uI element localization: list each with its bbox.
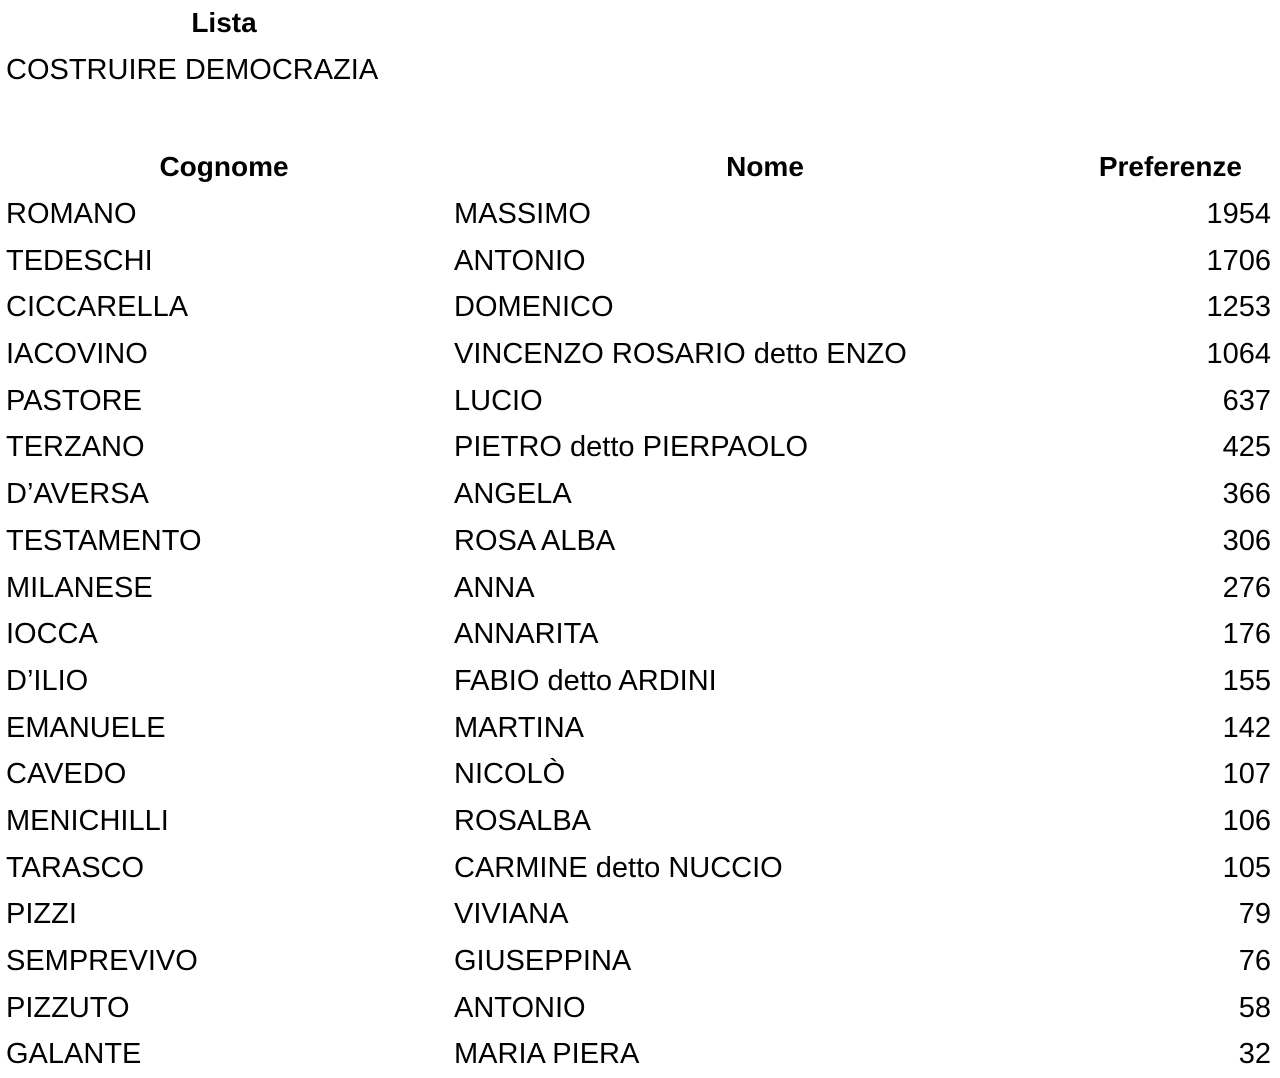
cell-preferenze: 58 — [1238, 991, 1271, 1024]
cell-preferenze: 106 — [1222, 804, 1271, 837]
cell-nome: ANNA — [454, 571, 535, 604]
cell-cognome: D’AVERSA — [6, 478, 149, 511]
cell-cognome: TARASCO — [6, 851, 145, 884]
cell-nome: ANGELA — [454, 478, 572, 511]
list-name: COSTRUIRE DEMOCRAZIA — [6, 54, 379, 86]
table-row — [0, 611, 1280, 658]
cell-cognome: PASTORE — [6, 384, 142, 417]
cell-cognome: D’ILIO — [6, 664, 89, 697]
cell-cognome: CAVEDO — [6, 758, 127, 791]
cell-cognome: MENICHILLI — [6, 804, 169, 837]
cell-cognome: GALANTE — [6, 1038, 142, 1071]
cell-nome: NICOLÒ — [454, 758, 566, 791]
cell-nome: VIVIANA — [454, 898, 569, 931]
cell-nome: PIETRO detto PIERPAOLO — [454, 431, 809, 464]
table-row — [0, 1031, 1280, 1078]
cell-preferenze: 32 — [1238, 1038, 1271, 1071]
cell-preferenze: 105 — [1222, 851, 1271, 884]
cell-cognome: EMANUELE — [6, 711, 166, 744]
cell-nome: CARMINE detto NUCCIO — [454, 851, 783, 884]
list-label: Lista — [191, 7, 257, 38]
table-row — [0, 938, 1280, 985]
cell-cognome: SEMPREVIVO — [6, 945, 198, 978]
cell-cognome: IOCCA — [6, 618, 98, 651]
cell-preferenze: 425 — [1222, 431, 1271, 464]
table-row — [0, 284, 1280, 331]
table-row — [0, 191, 1280, 238]
table-row — [0, 564, 1280, 611]
cell-cognome: IACOVINO — [6, 338, 148, 371]
cell-nome: FABIO detto ARDINI — [454, 664, 717, 697]
table-row — [0, 237, 1280, 284]
cell-cognome: TEDESCHI — [6, 244, 153, 277]
cell-preferenze: 1954 — [1206, 198, 1271, 231]
cell-preferenze: 276 — [1222, 571, 1271, 604]
cell-nome: ROSA ALBA — [454, 524, 616, 557]
table-row — [0, 377, 1280, 424]
table-row — [0, 798, 1280, 845]
table-body — [0, 191, 1280, 1078]
table-row — [0, 891, 1280, 938]
cell-preferenze: 637 — [1222, 384, 1271, 417]
table-row — [0, 844, 1280, 891]
cell-preferenze: 1253 — [1206, 291, 1271, 324]
cell-preferenze: 176 — [1222, 618, 1271, 651]
table-row — [0, 984, 1280, 1031]
table-header-row — [0, 144, 1280, 191]
cell-cognome: TERZANO — [6, 431, 145, 464]
cell-preferenze: 107 — [1222, 758, 1271, 791]
cell-preferenze: 76 — [1238, 945, 1271, 978]
cell-preferenze: 142 — [1222, 711, 1271, 744]
cell-cognome: TESTAMENTO — [6, 524, 202, 557]
cell-nome: ANTONIO — [454, 991, 586, 1024]
table-row — [0, 518, 1280, 565]
table-row — [0, 424, 1280, 471]
cell-cognome: PIZZUTO — [6, 991, 130, 1024]
cell-nome: ROSALBA — [454, 804, 591, 837]
cell-nome: VINCENZO ROSARIO detto ENZO — [454, 338, 907, 371]
cell-preferenze: 1064 — [1206, 338, 1271, 371]
results-table — [0, 144, 1280, 1078]
table-row — [0, 704, 1280, 751]
table-row — [0, 751, 1280, 798]
cell-nome: ANTONIO — [454, 244, 586, 277]
cell-preferenze: 366 — [1222, 478, 1271, 511]
table-row — [0, 331, 1280, 378]
cell-cognome: PIZZI — [6, 898, 77, 931]
cell-cognome: MILANESE — [6, 571, 153, 604]
cell-preferenze: 1706 — [1206, 244, 1271, 277]
table-row — [0, 471, 1280, 518]
cell-preferenze: 155 — [1222, 664, 1271, 697]
table-row — [0, 658, 1280, 705]
cell-cognome: ROMANO — [6, 198, 137, 231]
cell-preferenze: 79 — [1238, 898, 1271, 931]
cell-nome: MARTINA — [454, 711, 584, 744]
cell-nome: LUCIO — [454, 384, 543, 417]
column-header-nome: Nome — [726, 151, 804, 183]
cell-cognome: CICCARELLA — [6, 291, 189, 324]
cell-nome: MASSIMO — [454, 198, 591, 231]
cell-nome: DOMENICO — [454, 291, 614, 324]
cell-nome: GIUSEPPINA — [454, 945, 632, 978]
column-header-preferenze: Preferenze — [1098, 151, 1242, 183]
cell-preferenze: 306 — [1222, 524, 1271, 557]
cell-nome: MARIA PIERA — [454, 1038, 640, 1071]
cell-nome: ANNARITA — [454, 618, 599, 651]
column-header-cognome: Cognome — [159, 151, 289, 183]
